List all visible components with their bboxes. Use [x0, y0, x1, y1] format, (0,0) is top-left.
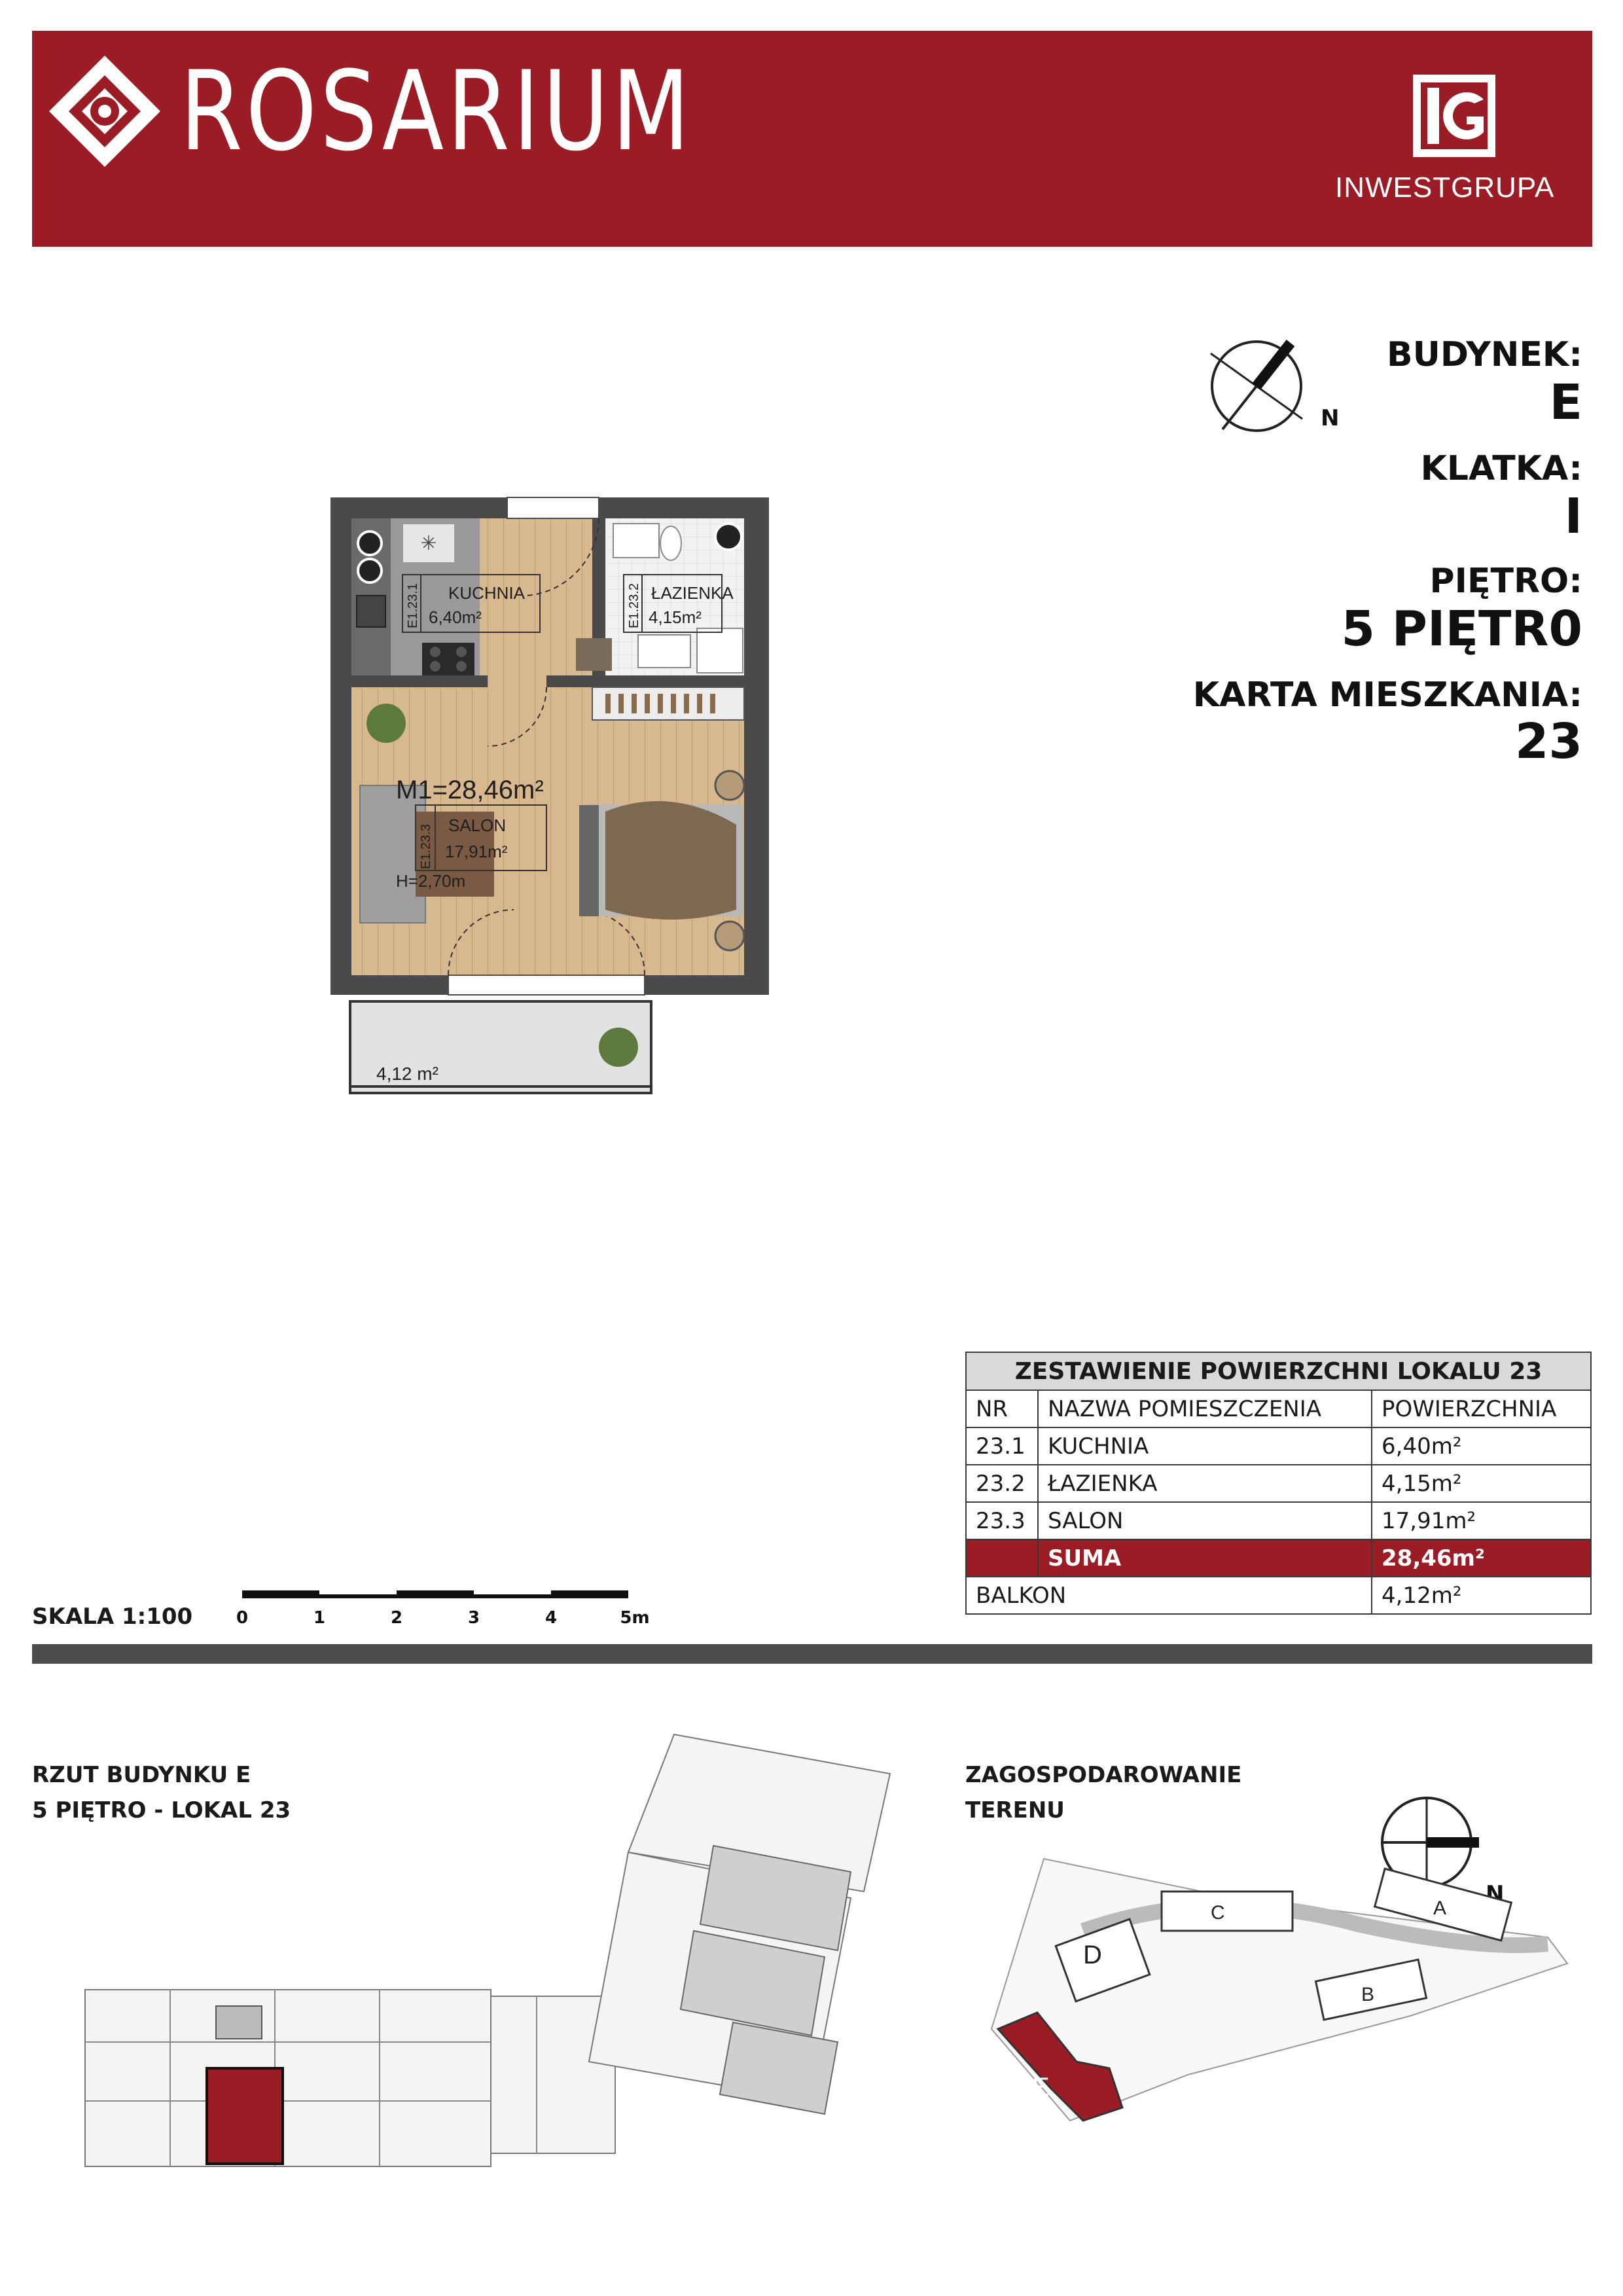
living-area: 17,91m²: [445, 842, 508, 861]
building-label-b: B: [1361, 1984, 1375, 2005]
header-area: POWIERZCHNIA: [1372, 1390, 1591, 1427]
developer-name: INWESTGRUPA: [1335, 171, 1555, 204]
site-plan-title: ZAGOSPODAROWANIE TERENU: [965, 1762, 1242, 1824]
highlighted-unit: [207, 2068, 283, 2164]
floor-label: PIĘTRO:: [1429, 562, 1582, 601]
north-label: N: [1486, 1881, 1505, 1907]
table-row: [966, 1502, 1591, 1539]
room-height: H=2,70m: [396, 871, 466, 891]
balcony-area: 4,12 m²: [376, 1064, 438, 1084]
row-area: 4,15m²: [1372, 1465, 1591, 1502]
table-row: [966, 1427, 1591, 1465]
balcony-label: BALKON: [966, 1577, 1372, 1614]
living-name: SALON: [448, 816, 507, 835]
card-label: KARTA MIESZKANIA:: [1192, 675, 1582, 715]
row-nr: 23.3: [966, 1502, 1038, 1539]
table-title: ZESTAWIENIE POWIERZCHNI LOKALU 23: [966, 1352, 1591, 1390]
row-nr: 23.1: [966, 1427, 1038, 1465]
north-arrow-icon: [1204, 334, 1340, 439]
building-label: BUDYNEK:: [1386, 335, 1582, 374]
sum-label: SUMA: [1038, 1539, 1372, 1577]
bath-area: 4,15m²: [649, 607, 702, 627]
kitchen-code: E1.23.1: [406, 583, 420, 628]
balcony-row: [966, 1577, 1591, 1614]
staircase-label: KLATKA:: [1420, 449, 1582, 488]
building-floor-plan: [39, 1734, 916, 2206]
kitchen-area: 6,40m²: [429, 607, 482, 627]
building-value: E: [1549, 374, 1582, 431]
row-area: 6,40m²: [1372, 1427, 1591, 1465]
area-table: [965, 1352, 1592, 1615]
header-nr: NR: [966, 1390, 1038, 1427]
building-label-c: C: [1211, 1902, 1225, 1924]
sum-area: 28,46m²: [1372, 1539, 1591, 1577]
rosarium-logo-icon: [46, 52, 164, 170]
svg-text:✳: ✳: [420, 533, 437, 554]
scale-tick: 3: [467, 1608, 480, 1628]
header-name: NAZWA POMIESZCZENIA: [1038, 1390, 1372, 1427]
scale-tick: 4: [544, 1608, 558, 1628]
bath-code: E1.23.2: [627, 583, 641, 628]
living-code: E1.23.3: [419, 824, 433, 869]
scale-bar: [236, 1587, 654, 1633]
scale-tick: 5m: [620, 1608, 650, 1628]
row-name: KUCHNIA: [1038, 1427, 1372, 1465]
kitchen-name: KUCHNIA: [448, 583, 526, 603]
brand-name: ROSARIUM: [180, 47, 693, 175]
table-row: [966, 1465, 1591, 1502]
table-header-row: [966, 1390, 1591, 1427]
scale-label: SKALA 1:100: [32, 1604, 193, 1630]
building-plan-title: RZUT BUDYNKU E 5 PIĘTRO - LOKAL 23: [32, 1762, 291, 1824]
card-value: 23: [1515, 713, 1582, 770]
north-label: N: [1321, 405, 1340, 431]
scale-tick: 1: [313, 1608, 326, 1628]
bath-name: ŁAZIENKA: [651, 583, 734, 603]
building-label-d: D: [1083, 1941, 1102, 1969]
building-label-a: A: [1433, 1897, 1447, 1919]
scale-tick: 2: [390, 1608, 403, 1628]
row-nr: 23.2: [966, 1465, 1038, 1502]
section-divider: [32, 1644, 1592, 1664]
floor-value: 5 PIĘTR0: [1341, 601, 1582, 657]
apartment-floor-plan: [330, 497, 776, 1100]
total-area-label: M1=28,46m²: [396, 776, 544, 804]
row-name: ŁAZIENKA: [1038, 1465, 1372, 1502]
site-plan-map: [952, 1780, 1580, 2160]
balcony-area-value: 4,12m²: [1372, 1577, 1591, 1614]
building-label-e: E: [1032, 2073, 1050, 2102]
sum-row: [966, 1539, 1591, 1577]
ig-logo-icon: [1412, 73, 1497, 162]
staircase-value: I: [1564, 488, 1582, 545]
row-area: 17,91m²: [1372, 1502, 1591, 1539]
row-name: SALON: [1038, 1502, 1372, 1539]
scale-tick: 0: [236, 1608, 249, 1628]
